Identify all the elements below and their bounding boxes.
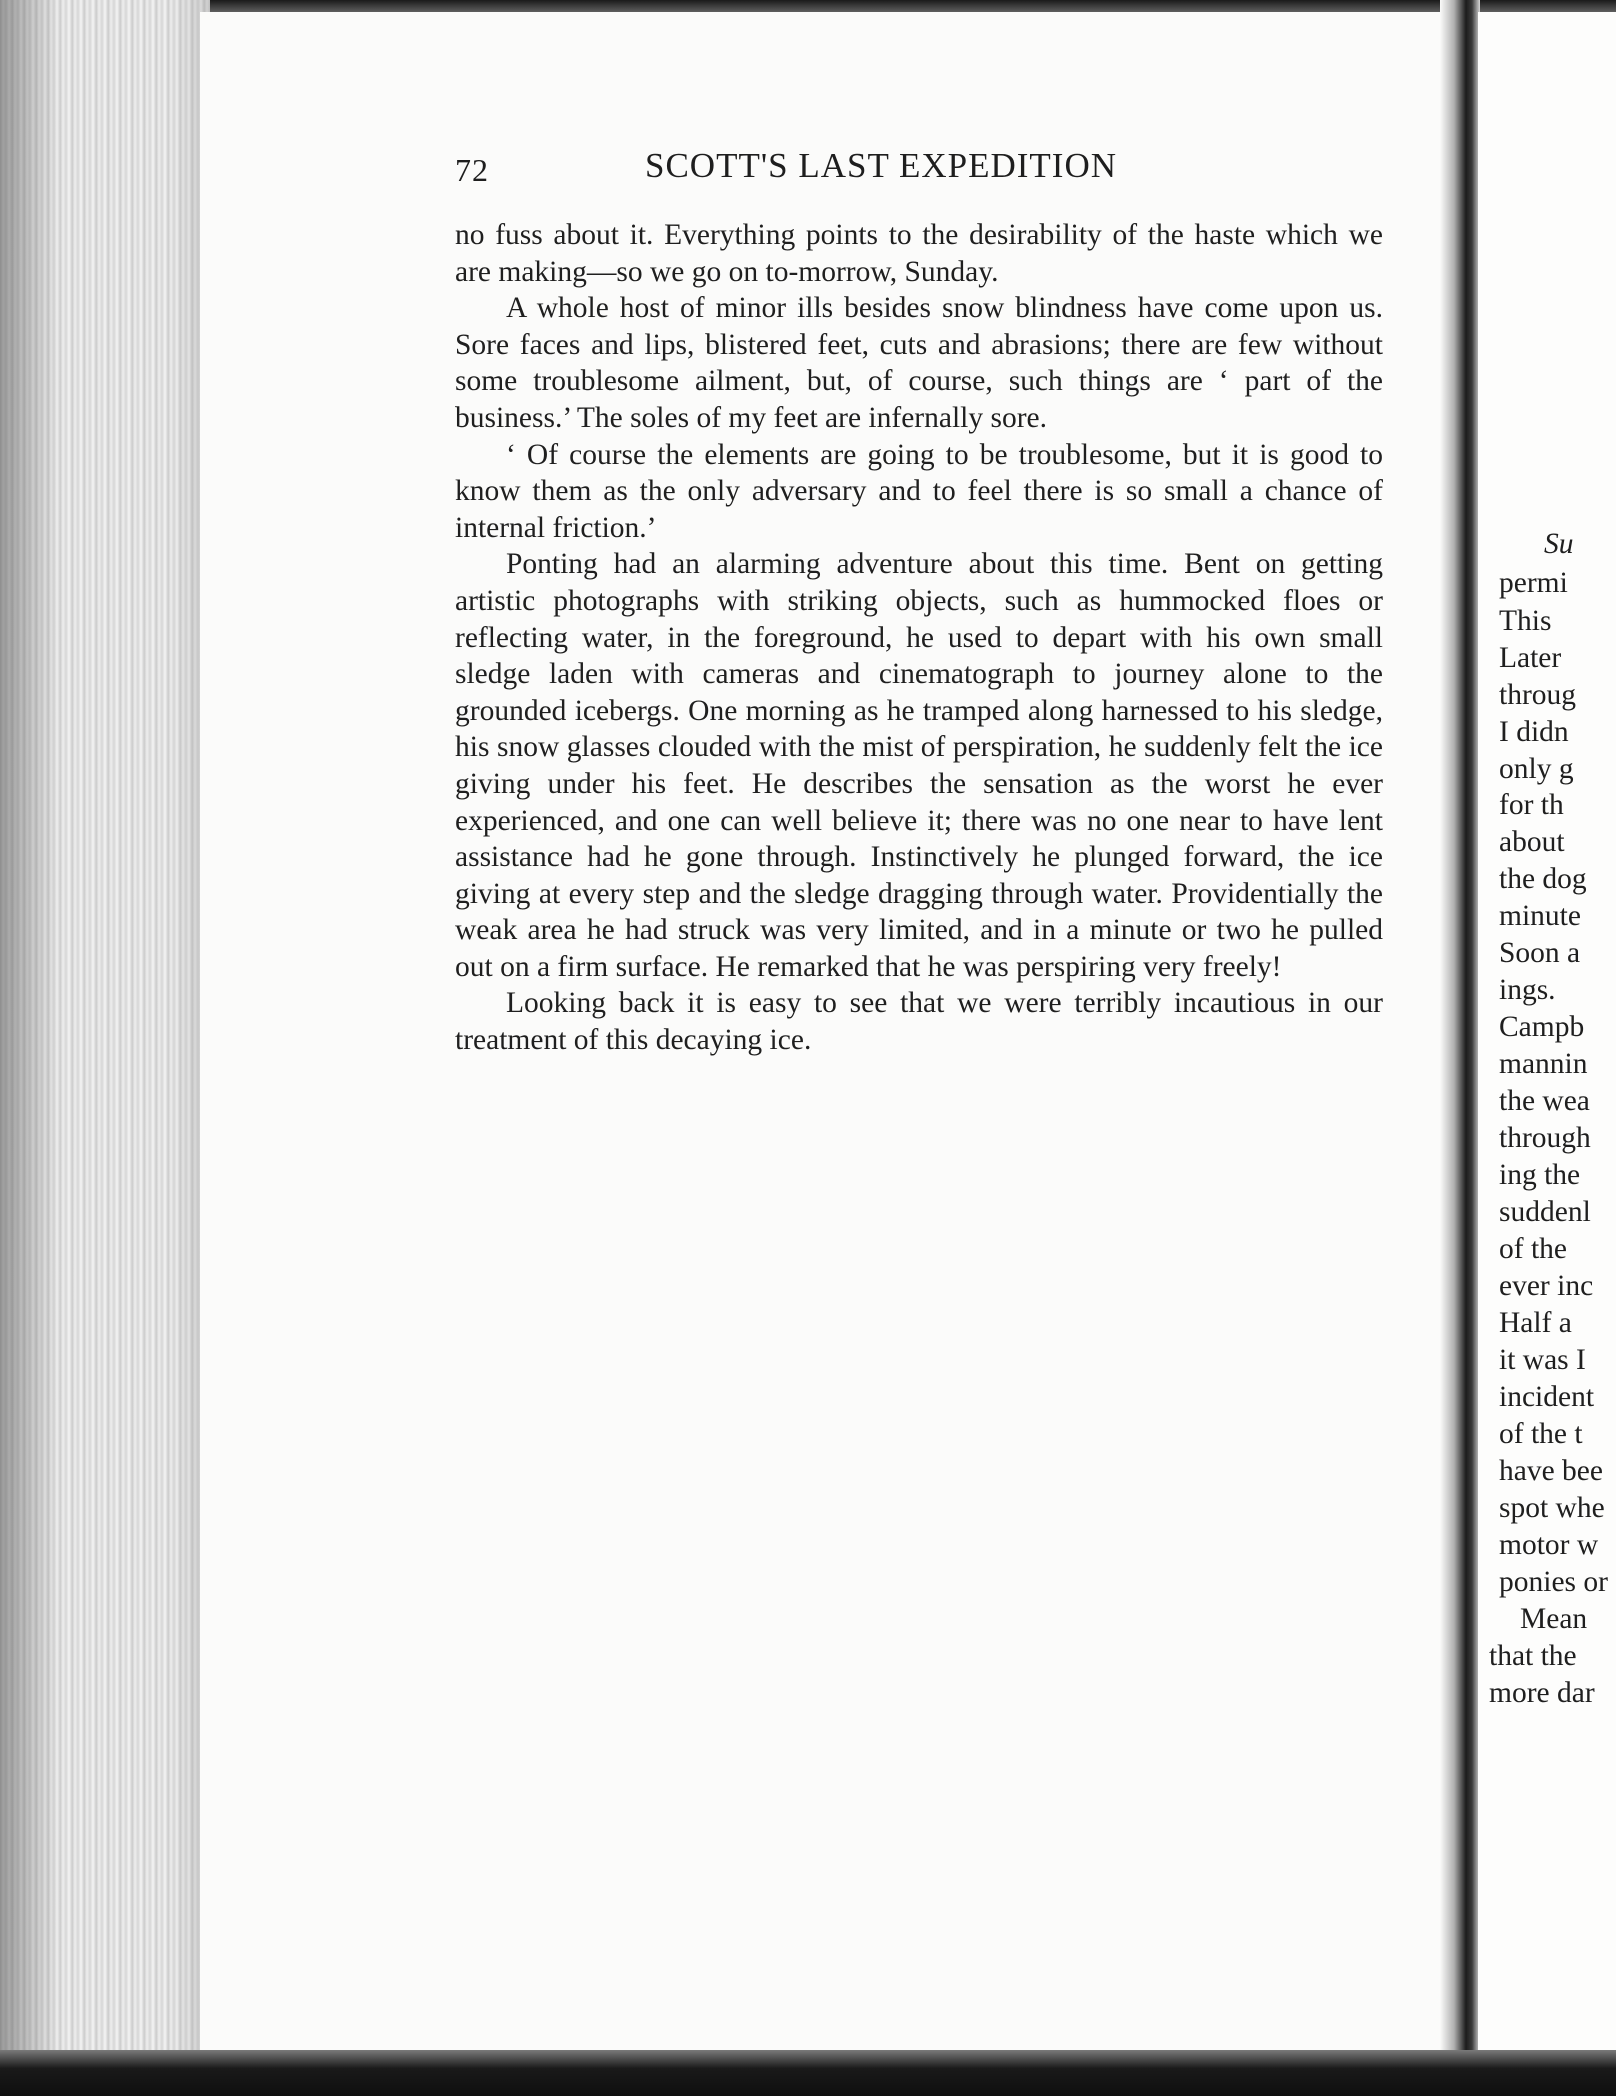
- right-page-line: suddenl: [1499, 1196, 1591, 1228]
- right-page: [1478, 12, 1616, 2072]
- right-page-line: the wea: [1499, 1085, 1590, 1117]
- page-header: [455, 146, 1385, 196]
- right-page-line: through: [1499, 1122, 1591, 1154]
- right-page-line: incident: [1499, 1381, 1595, 1413]
- right-page-line: minute: [1499, 900, 1581, 932]
- paragraph: ‘ Of course the elements are going to be troublesome, but it is good to know them as the only adversary and to feel there is so small a chance of internal friction.’: [455, 438, 1383, 544]
- right-page-line: of the: [1499, 1233, 1567, 1265]
- right-page-line: ing the: [1499, 1159, 1581, 1191]
- right-page-line: ponies or: [1499, 1566, 1608, 1598]
- right-page-line: ever inc: [1499, 1270, 1594, 1302]
- right-page-line: Mean: [1520, 1603, 1588, 1635]
- right-page-line: permi: [1499, 567, 1568, 599]
- right-page-line: Su: [1544, 528, 1574, 560]
- right-page-line: for th: [1499, 789, 1564, 821]
- right-page-line: that the: [1489, 1640, 1577, 1672]
- right-page-line: have bee: [1499, 1455, 1603, 1487]
- right-page-line: motor w: [1499, 1529, 1599, 1561]
- right-page-line: mannin: [1499, 1048, 1588, 1080]
- right-page-line: Campb: [1499, 1011, 1585, 1043]
- page-number: 72: [455, 152, 489, 188]
- right-page-line: spot whe: [1499, 1492, 1605, 1524]
- right-page-line: of the t: [1499, 1418, 1583, 1450]
- book-page-edges-shade: [0, 0, 210, 2096]
- right-page-line: more dar: [1489, 1677, 1595, 1709]
- right-page-line: Soon a: [1499, 937, 1581, 969]
- right-page-line: throug: [1499, 679, 1577, 711]
- right-page-line: about: [1499, 826, 1565, 858]
- paragraph: Ponting had an alarming adventure about this time. Bent on getting artistic photographs with striking objects, such as hummocked floes or reflecting water, in the foreground, he used to depart with his own small sledge laden with cameras and cinematograph to journey alone to the grounded icebergs. One morning as he tramped along harnessed to his sledge, his snow glasses clouded with the mist of perspiration, he suddenly felt the ice giving under his feet. He describes the sensation as the worst he ever experienced, and one can well believe it; there was no one near to have lent assistance had he gone through. Instinctively he plunged forward, the ice giving at every step and the sledge dragging through water. Providentially the weak area he had struck was very limited, and in a minute or two he pulled out on a firm surface. He remarked that he was perspiring very freely!: [455, 548, 1383, 983]
- body-text: [455, 217, 1383, 1059]
- paragraph: Looking back it is easy to see that we were terribly incautious in our treatment of this decaying ice.: [455, 987, 1383, 1057]
- right-page-line: the dog: [1499, 863, 1587, 895]
- running-head: SCOTT'S LAST EXPEDITION: [645, 146, 1118, 185]
- scan-bottom-edge: [0, 2050, 1616, 2096]
- paragraph: no fuss about it. Everything points to the desirability of the haste which we are making—so we go on to-morrow, Sunday.: [455, 219, 1383, 288]
- paragraph: A whole host of minor ills besides snow blindness have come upon us. Sore faces and lips, blistered feet, cuts and abrasions; there are few without some troublesome ailment, but, of course, such things are ‘ part of the business.’ The soles of my feet are infernally sore.: [455, 292, 1383, 434]
- book-gutter: [1440, 0, 1480, 2096]
- right-page-line: Later: [1499, 642, 1562, 674]
- right-page-line: it was I: [1499, 1344, 1586, 1376]
- right-page-line: only g: [1499, 753, 1574, 785]
- right-page-line: I didn: [1499, 716, 1569, 748]
- right-page-line: This: [1499, 605, 1552, 637]
- right-page-line: Half a: [1499, 1307, 1572, 1339]
- right-page-line: ings.: [1499, 974, 1556, 1006]
